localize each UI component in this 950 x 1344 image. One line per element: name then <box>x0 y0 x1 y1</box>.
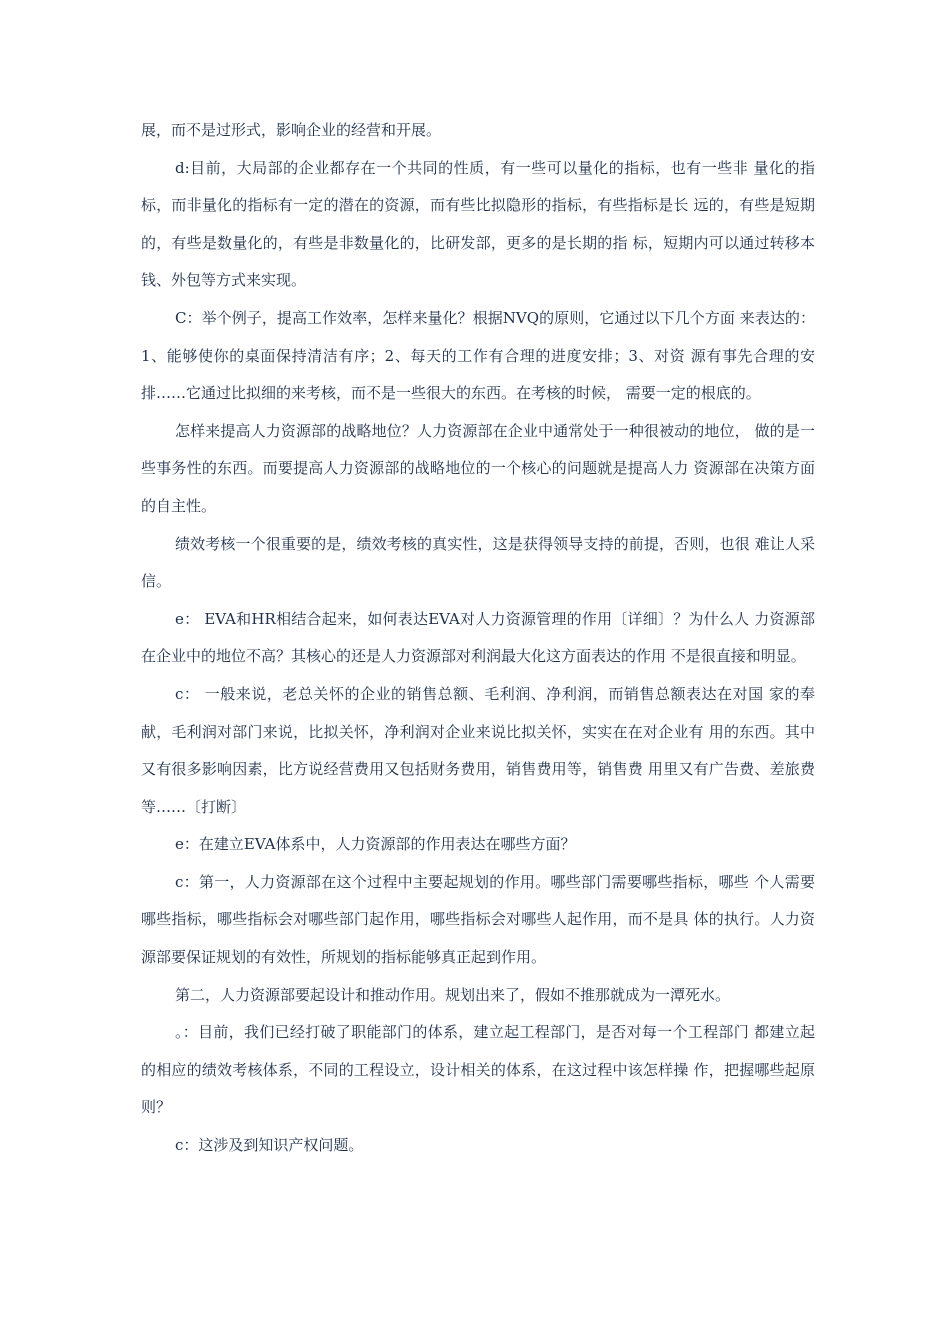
paragraph: C：举个例子，提高工作效率，怎样来量化？根据NVQ的原则，它通过以下几个方面 来表达的：1、能够使你的桌面保持清洁有序；2、每天的工作有合理的进度安排；3、对资 源有事先合理的安排……它通过比拟细的来考核，而不是一些很大的东西。在考核的时候， 需要一定的根底的。 <box>141 308 815 403</box>
paragraph: 怎样来提高人力资源部的战略地位？人力资源部在企业中通常处于一种很被动的地位， 做的是一些事务性的东西。而要提高人力资源部的战略地位的一个核心的问题就是提高人力 资源部在决策方面的自主性。 <box>141 421 815 515</box>
paragraph: 。：目前，我们已经打破了职能部门的体系，建立起工程部门，是否对每一个工程部门 都建立起的相应的绩效考核体系，不同的工程设立，设计相关的体系，在这过程中该怎样操 作，把握哪些起原则？ <box>141 1023 815 1117</box>
paragraph: e： EVA和HR相结合起来，如何表达EVA对人力资源管理的作用〔详细〕？为什么人 力资源部在企业中的地位不高？其核心的还是人力资源部对利润最大化这方面表达的作用 不是很直接和明显。 <box>141 609 815 666</box>
paragraph: 绩效考核一个很重要的是，绩效考核的真实性，这是获得领导支持的前提，否则，也很 难让人采信。 <box>141 534 815 591</box>
paragraph: c：第一，人力资源部在这个过程中主要起规划的作用。哪些部门需要哪些指标，哪些 个人需要哪些指标，哪些指标会对哪些部门起作用，哪些指标会对哪些人起作用，而不是具 体的执行。人力资源部要保证规划的有效性，所规划的指标能够真正起到作用。 <box>141 872 815 967</box>
paragraph: 第二，人力资源部要起设计和推动作用。规划出来了，假如不推那就成为一潭死水。 <box>175 985 731 1004</box>
paragraph: c： 一般来说，老总关怀的企业的销售总额、毛利润、净利润，而销售总额表达在对国 家的奉献，毛利润对部门来说，比拟关怀，净利润对企业来说比拟关怀，实实在在对企业有 用的东西。其中又有很多影响因素，比方说经营费用又包括财务费用，销售费用等，销售费 用里又有广告费、差旅费等……〔打断〕 <box>141 684 815 816</box>
paragraph: 展，而不是过形式，影响企业的经营和开展。 <box>141 121 442 139</box>
paragraph: d:目前，大局部的企业都存在一个共同的性质，有一些可以量化的指标，也有一些非 量化的指标，而非量化的指标有一定的潜在的资源，而有些比拟隐形的指标，有些指标是长 远的，有些是短期的，有些是数量化的，有些是非数量化的，比研发部，更多的是长期的指 标，短期内可以通过转移本钱、外包等方式来实现。 <box>141 158 815 290</box>
paragraph: c：这涉及到知识产权问题。 <box>175 1136 364 1155</box>
document-body <box>141 112 815 1165</box>
paragraph: e：在建立EVA体系中，人力资源部的作用表达在哪些方面？ <box>175 835 576 854</box>
